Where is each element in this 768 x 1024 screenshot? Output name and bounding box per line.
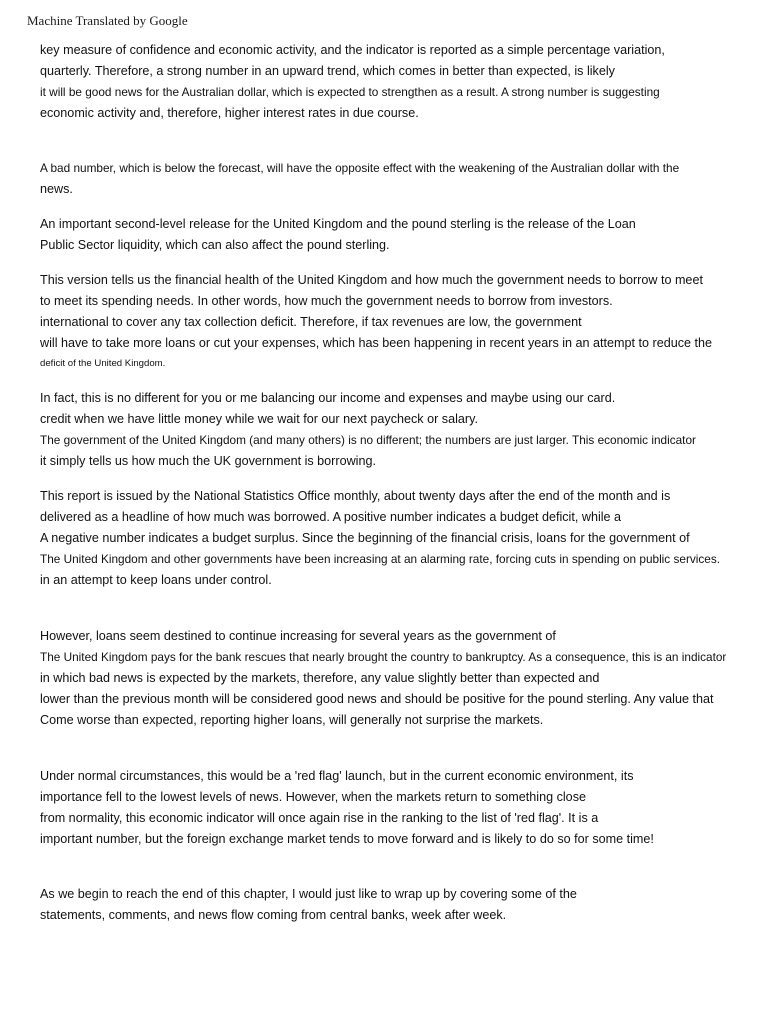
text-line: An important second-level release for the United Kingdom and the pound sterling is the release of the Loan [40,217,636,231]
text-line: delivered as a headline of how much was borrowed. A positive number indicates a budget deficit, while a [40,510,622,524]
text-line: The government of the United Kingdom (and many others) is no different; the numbers are just larger. This economic indicator [40,433,696,447]
text-line: lower than the previous month will be considered good news and should be positive for the pound sterling. Any value that [40,692,714,706]
text-line: from normality, this economic indicator will once again rise in the ranking to the list of 'red flag'. It is a [40,811,599,825]
text-line: A bad number, which is below the forecast, will have the opposite effect with the weakening of the Australian dollar with the [40,161,680,175]
text-line: The United Kingdom and other governments have been increasing at an alarming rate, forcing cuts in spending on public services. [40,552,721,566]
text-line: Under normal circumstances, this would be a 'red flag' launch, but in the current economic environment, its [40,769,634,783]
text-line: Public Sector liquidity, which can also affect the pound sterling. [40,238,390,252]
text-line: quarterly. Therefore, a strong number in an upward trend, which comes in better than expected, is likely [40,64,615,78]
text-line: in an attempt to keep loans under control. [40,573,272,587]
text-line: international to cover any tax collection deficit. Therefore, if tax revenues are low, the government [40,315,582,329]
text-line: economic activity and, therefore, higher interest rates in due course. [40,106,419,120]
text-line: statements, comments, and news flow coming from central banks, week after week. [40,908,507,922]
text-line: important number, but the foreign exchange market tends to move forward and is likely to do so for some time! [40,832,654,846]
text-line: in which bad news is expected by the markets, therefore, any value slightly better than expected and [40,671,600,685]
text-line: As we begin to reach the end of this chapter, I would just like to wrap up by covering some of the [40,887,577,901]
text-line: Come worse than expected, reporting higher loans, will generally not surprise the markets. [40,713,544,727]
text-line: The United Kingdom pays for the bank rescues that nearly brought the country to bankruptcy. As a consequence, this is an indicator [40,650,727,664]
text-line: will have to take more loans or cut your expenses, which has been happening in recent years in an attempt to reduce the [40,336,713,350]
text-line: importance fell to the lowest levels of news. However, when the markets return to something close [40,790,586,804]
text-line: credit when we have little money while we wait for our next paycheck or salary. [40,412,478,426]
text-line: news. [40,182,73,196]
text-line: This report is issued by the National Statistics Office monthly, about twenty days after the end of the month and is [40,489,671,503]
text-line: it will be good news for the Australian dollar, which is expected to strengthen as a result. A strong number is suggesting [40,85,660,99]
text-line: A negative number indicates a budget surplus. Since the beginning of the financial crisis, loans for the government of [40,531,690,545]
text-line: it simply tells us how much the UK government is borrowing. [40,454,376,468]
text-line: key measure of confidence and economic activity, and the indicator is reported as a simple percentage variation, [40,43,665,57]
text-line: to meet its spending needs. In other words, how much the government needs to borrow from investors. [40,294,613,308]
text-line: deficit of the United Kingdom. [40,358,166,369]
text-line: In fact, this is no different for you or me balancing our income and expenses and maybe using our card. [40,391,616,405]
text-line: However, loans seem destined to continue increasing for several years as the government of [40,629,556,643]
machine-translation-header: Machine Translated by Google [27,13,188,28]
text-line: This version tells us the financial health of the United Kingdom and how much the government needs to borrow to meet [40,273,703,287]
